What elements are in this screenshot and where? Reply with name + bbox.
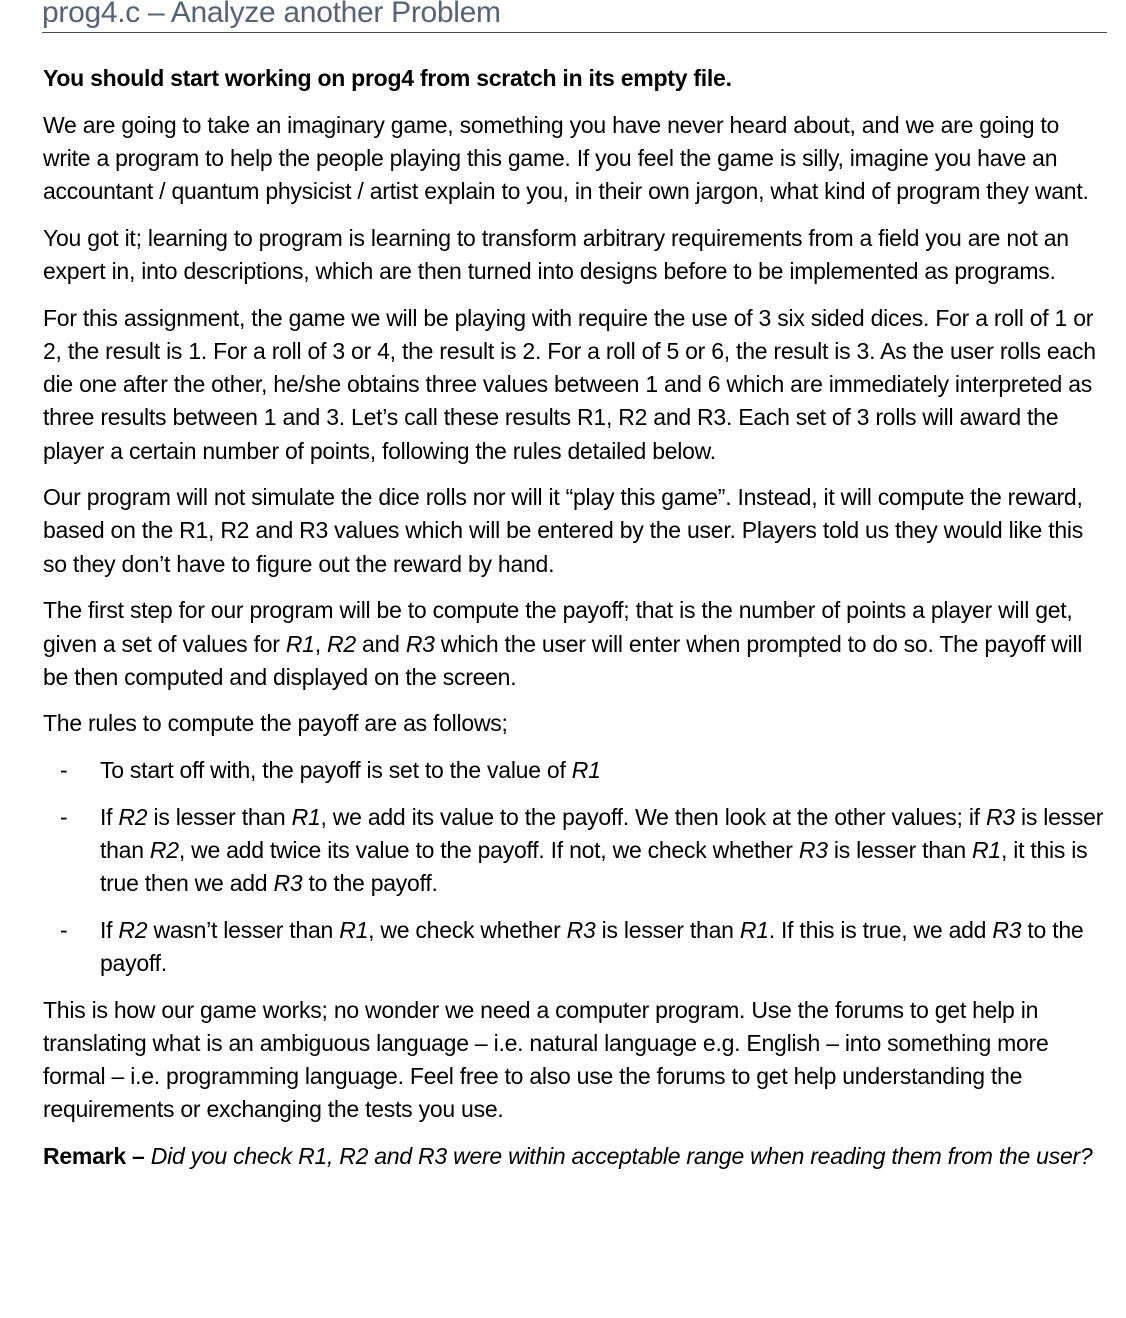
intro-instruction: You should start working on prog4 from scratch in its empty file. bbox=[43, 65, 732, 91]
remark-text: Did you check R1, R2 and R3 were within acceptable range when reading them from the user? bbox=[144, 1143, 1093, 1170]
remark bbox=[43, 1140, 1105, 1173]
bullet-dash: - bbox=[60, 803, 68, 830]
paragraph-program-purpose: Our program will not simulate the dice rolls nor will it “play this game”. Instead, it will compute the reward, based on the R1, R2 and R3 values which will be entered by the user. Players told us they would like this so they don’t have to figure out the reward by hand. bbox=[43, 484, 1084, 577]
rule-r2-lesser: If R2 is lesser than R1, we add its value to the payoff. We then look at the other values; if R3 is lesser than R2, we add twice its value to the payoff. If not, we check whether R3 is lesser than R1, it this is true then we add R3 to the payoff. bbox=[100, 803, 1104, 897]
document-body bbox=[43, 62, 1105, 1187]
page-title bbox=[42, 0, 1107, 33]
bullet-dash: - bbox=[60, 916, 68, 943]
bullet-dash: - bbox=[60, 757, 68, 784]
list-item bbox=[43, 914, 1105, 980]
rule-r2-not-lesser: If R2 wasn’t lesser than R1, we check whether R3 is lesser than R1. If this is true, we add R3 to the payoff. bbox=[100, 916, 1084, 977]
rule-start-payoff: To start off with, the payoff is set to the value of R1 bbox=[100, 757, 601, 784]
paragraph-imaginary-game: We are going to take an imaginary game, something you have never heard about, and we are going to write a program to help the people playing this game. If you feel the game is silly, imagine you have an accountant / quantum physicist / artist explain to you, in their own jargon, what kind of program they want. bbox=[43, 111, 1089, 205]
remark-label: Remark – bbox=[43, 1143, 145, 1170]
page-title-text: prog4.c – Analyze another Problem bbox=[42, 0, 501, 29]
paragraph-forums: This is how our game works; no wonder we need a computer program. Use the forums to get help in translating what is an ambiguous language – i.e. natural language e.g. English – into something more formal – i.e. programming language. Feel free to also use the forums to get help understanding the requirements or exchanging the tests you use. bbox=[43, 996, 1049, 1123]
list-item bbox=[43, 801, 1105, 901]
paragraph-compute-payoff: The first step for our program will be to compute the payoff; that is the number of points a player will get, given a set of values for R1, R2 and R3 which the user will enter when prompted to do so. The payoff will be then computed and displayed on the screen. bbox=[43, 597, 1083, 690]
paragraph-rules-intro: The rules to compute the payoff are as follows; bbox=[43, 710, 508, 737]
paragraph-dice-rules: For this assignment, the game we will be playing with require the use of 3 six sided dices. For a roll of 1 or 2, the result is 1. For a roll of 3 or 4, the result is 2. For a roll of 5 or 6, the result is 3. As the user rolls each die one after the other, he/she obtains three values between 1 and 6 which are immediately interpreted as three results between 1 and 3. Let’s call these results R1, R2 and R3. Each set of 3 rolls will award the player a certain number of points, following the rules detailed below. bbox=[43, 304, 1096, 464]
paragraph-learning-to-program: You got it; learning to program is learning to transform arbitrary requirements from a field you are not an expert in, into descriptions, which are then turned into designs before to be implemented as programs. bbox=[43, 224, 1069, 285]
list-item bbox=[43, 754, 1105, 787]
